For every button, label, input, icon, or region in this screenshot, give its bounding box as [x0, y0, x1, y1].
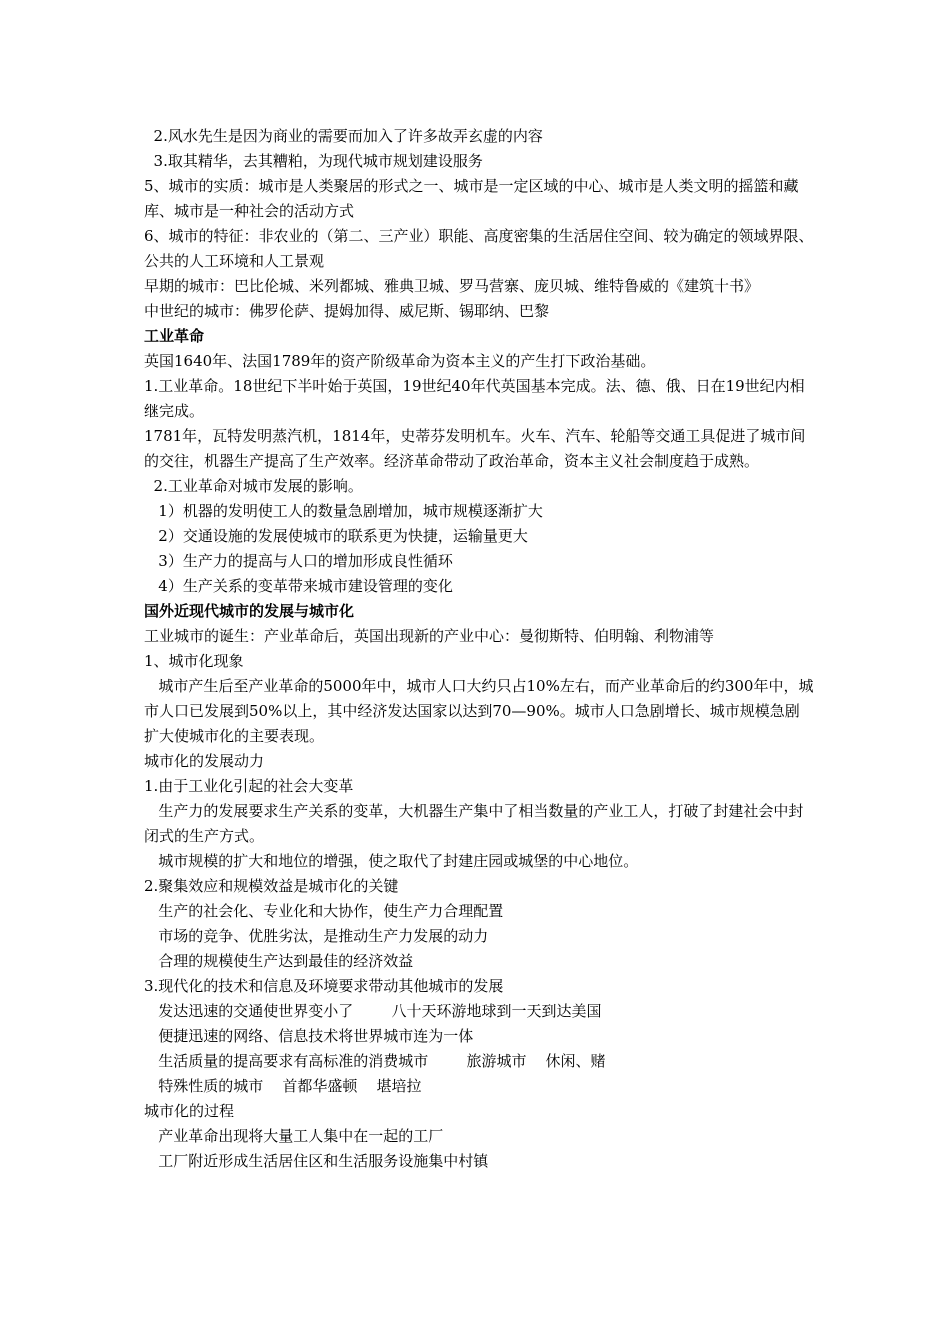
list-item: 便捷迅速的网络、信息技术将世界城市连为一体: [144, 1027, 474, 1045]
paragraph: 城市产生后至产业革命的5000年中，城市人口大约只占10%左右，而产业革命后的约300年中，城市人口已发展到50%以上，其中经济发达国家以达到70—90%。城市人口急剧增长、城市规模急剧扩大使城市化的主要表现。: [144, 677, 814, 745]
paragraph-line: 工业城市的诞生：产业革命后，英国出现新的产业中心：曼彻斯特、伯明翰、利物浦等: [144, 627, 715, 645]
paragraph-line: 英国1640年、法国1789年的资产阶级革命为资本主义的产生打下政治基础。: [144, 352, 656, 370]
paragraph-line: 城市规模的扩大和地位的增强，使之取代了封建庄园或城堡的中心地位。: [144, 852, 639, 870]
list-item: 产业革命出现将大量工人集中在一起的工厂: [144, 1127, 444, 1145]
paragraph-line: 1、城市化现象: [144, 652, 244, 670]
paragraph: 生产力的发展要求生产关系的变革，大机器生产集中了相当数量的产业工人，打破了封建社会中封闭式的生产方式。: [144, 802, 804, 845]
list-item: 生产的社会化、专业化和大协作，使生产力合理配置: [144, 902, 504, 920]
paragraph-line: 城市化的发展动力: [144, 752, 265, 770]
section-heading: 国外近现代城市的发展与城市化: [144, 602, 355, 620]
paragraph-line: 2.风水先生是因为商业的需要而加入了许多故弄玄虚的内容: [144, 127, 543, 145]
paragraph-line: 城市化的过程: [144, 1102, 235, 1120]
paragraph-line: 1.由于工业化引起的社会大变革: [144, 777, 354, 795]
paragraph-line: 2.工业革命对城市发展的影响。: [144, 477, 363, 495]
paragraph-line: 3.现代化的技术和信息及环境要求带动其他城市的发展: [144, 977, 504, 995]
list-item: 发达迅速的交通使世界变小了 八十天环游地球到一天到达美国: [144, 1002, 602, 1020]
paragraph-line: 2.聚集效应和规模效益是城市化的关键: [144, 877, 399, 895]
section-heading: 工业革命: [144, 327, 205, 345]
document-body: [144, 124, 814, 1174]
paragraph: 5、城市的实质：城市是人类聚居的形式之一、城市是一定区域的中心、城市是人类文明的摇篮和藏库、城市是一种社会的活动方式: [144, 177, 799, 220]
list-item: 市场的竞争、优胜劣汰，是推动生产力发展的动力: [144, 927, 489, 945]
paragraph-line: 3.取其精华，去其糟粕，为现代城市规划建设服务: [144, 152, 483, 170]
list-item: 1）机器的发明使工人的数量急剧增加，城市规模逐渐扩大: [144, 502, 543, 520]
paragraph: 1781年，瓦特发明蒸汽机，1814年，史蒂芬发明机车。火车、汽车、轮船等交通工具促进了城市间的交往，机器生产提高了生产效率。经济革命带动了政治革命，资本主义社会制度趋于成熟。: [144, 427, 806, 470]
paragraph: 早期的城市：巴比伦城、米列都城、雅典卫城、罗马营寨、庞贝城、维特鲁威的《建筑十书》: [144, 277, 760, 295]
paragraph: 6、城市的特征：非农业的（第二、三产业）职能、高度密集的生活居住空间、较为确定的领域界限、公共的人工环境和人工景观: [144, 227, 814, 270]
list-item: 4）生产关系的变革带来城市建设管理的变化: [144, 577, 453, 595]
list-item: 2）交通设施的发展使城市的联系更为快捷，运输量更大: [144, 527, 528, 545]
list-item: 工厂附近形成生活居住区和生活服务设施集中村镇: [144, 1152, 489, 1170]
list-item: 生活质量的提高要求有高标准的消费城市 旅游城市 休闲、赌: [144, 1052, 606, 1070]
list-item: 合理的规模使生产达到最佳的经济效益: [144, 952, 414, 970]
paragraph-line: 中世纪的城市：佛罗伦萨、提姆加得、威尼斯、锡耶纳、巴黎: [144, 302, 550, 320]
list-item: 特殊性质的城市 首都华盛顿 堪培拉: [144, 1077, 422, 1095]
paragraph: 1.工业革命。18世纪下半叶始于英国，19世纪40年代英国基本完成。法、德、俄、日在19世纪内相继完成。: [144, 377, 805, 420]
list-item: 3）生产力的提高与人口的增加形成良性循环: [144, 552, 453, 570]
